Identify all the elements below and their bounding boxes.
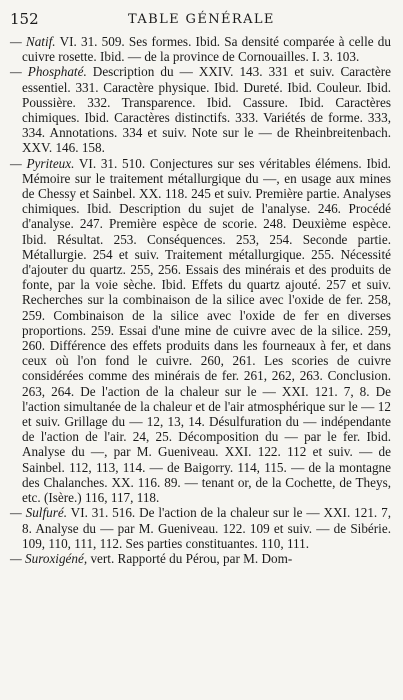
entry-text: vert. Rapporté du Pérou, par M. Dom- [87,550,293,566]
index-entries [10,34,391,566]
index-entry-phosphate [10,64,391,155]
index-entry-suroxigene [10,551,391,566]
entry-text: VI. 31. 509. Ses formes. Ibid. Sa densité comparée à celle du cuivre rosette. Ibid. — de la province de Cornouailles. I. 3. 103. [22,34,391,65]
index-entry-sulfure [10,505,391,551]
entry-text: VI. 31. 510. Conjectures sur ses véritables élémens. Ibid. Mémoire sur le traitement métallurgique du —, en usage aux mines de Chessy et Sainbel. XX. 118. 245 et suiv. Première partie. Analyses chimiques. Ibid. Description du sujet de l'analyse. 246. Procédé d'analyse. 247. Première espèce de scorie. 248. Deuxième espèce. Ibid. Résultat. 253. Conséquences. 253, 254. Seconde partie. Métallurgie. 254 et suiv. Traitement métallurgique. 255. Nécessité d'ajouter du quartz. 255, 256. Essais des minérais et des produits de fonte, par la voie sèche. Ibid. Effets du quartz ajouté. 257 et suiv. Recherches sur la combinaison de la silice avec l'oxide de fer. 258, 259. Combinaison de la silice avec l'oxide de fer en diverses proportions. 259. Essai d'une mine de cuivre avec de la silice. 259, 260. Différence des effets produits dans les fourneaux à fer, et dans ceux où l'on fond le cuivre. 260, 261. Les scories de cuivre considérées comme des minérais de fer. 261, 262, 263. Conclusion. 263, 264. De l'action de la chaleur sur le — XXI. 121. 7, 8. De l'action simultanée de la chaleur et de l'air atmosphérique sur le — 12 et suiv. Grillage du — 12, 13, 14. Désulfuration du — indépendante de l'action de l'air. 24, 25. Décomposition du — par le fer. Ibid. Analyse du —, par M. Gueniveau. XXI. 122. 112 et suiv. — de Sainbel. 112, 113, 114. — de Baigorry. 114, 115. — de la montagne des Chalanches. XX. 116. 89. — tenant or, de la Cochette, de Theys, etc. (Isère.) 116, 117, 118. [22,155,391,506]
entry-text: Description du — XXIV. 143. 331 et suiv. Caractère essentiel. 331. Caractère physique. Ibid. Dureté. Ibid. Couleur. Ibid. Poussière. 332. Transparence. Ibid. Cassure. Ibid. Caractères chimiques. Ibid. Caractères distinctifs. 333. Variétés de forme. 333, 334. Annotations. 334 et suiv. Note sur le — de Rheinbreitenbach. XXV. 146. 158. [22,64,391,156]
index-entry-natif [10,34,391,64]
index-entry-pyriteux [10,156,391,506]
entry-heading: — Pyriteux. [10,155,75,171]
running-title: TABLE GÉNÉRALE [128,12,275,27]
entry-text: VI. 31. 516. De l'action de la chaleur sur le — XXI. 121. 7, 8. Analyse du — par M. Gueniveau. 122. 109 et suiv. — de Sibérie. 109, 110, 111, 112. Ses parties constituantes. 110, 111. [22,505,391,551]
page-number: 152 [10,10,39,28]
entry-heading: — Natif. [10,34,56,49]
entry-heading: — Suroxigéné, [10,550,88,566]
entry-heading: — Phosphaté. [10,64,87,80]
page-header [10,10,391,28]
entry-heading: — Sulfuré. [10,505,68,521]
